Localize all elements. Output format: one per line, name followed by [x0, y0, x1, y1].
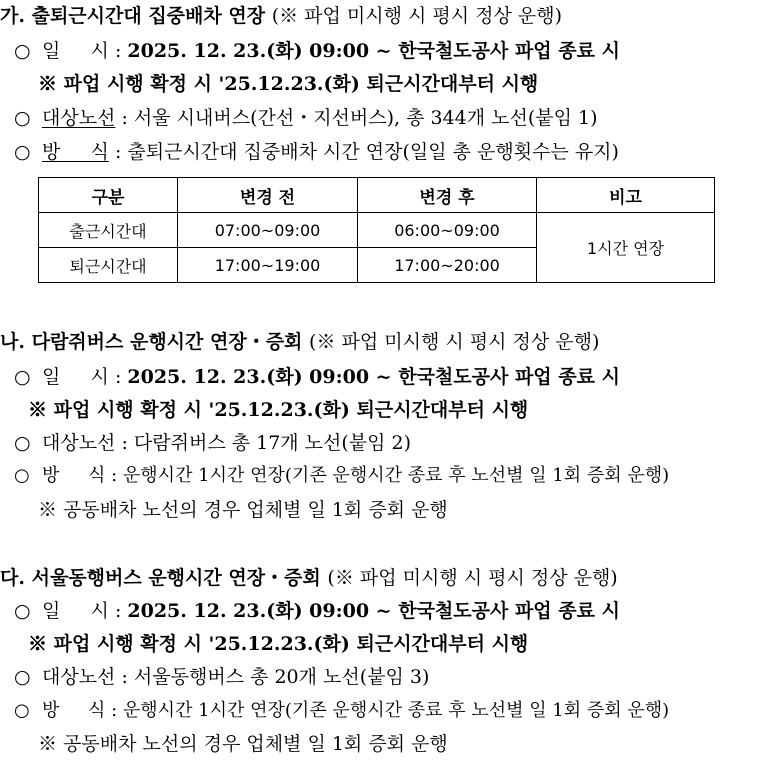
cell-period: 출근시간대: [39, 213, 178, 248]
section-a-date-row: [14, 38, 620, 64]
cell-remark: 1시간 연장: [537, 213, 715, 283]
section-b-confirm-note: ※ 파업 시행 확정 시 '25.12.23.(화) 퇴근시간대부터 시행: [28, 399, 529, 421]
table-header-row: [39, 178, 715, 213]
section-a-title: 가. 출퇴근시간대 집중배차 연장: [0, 5, 266, 27]
cell-after: 17:00~20:00: [358, 248, 537, 283]
section-c-date-row: [14, 598, 620, 624]
date-value: 2025. 12. 23.(화) 09:00 ~ 한국철도공사 파업 종료 시: [127, 366, 620, 388]
method-value: 운행시간 1시간 연장(기존 운행시간 종료 후 노선별 일 1회 증회 운행): [122, 700, 670, 721]
colon: :: [115, 107, 134, 129]
routes-label: 대상노선: [42, 107, 116, 129]
header-before: 변경 전: [178, 178, 358, 213]
section-a-routes-row: [14, 105, 598, 131]
section-c-method-row: [14, 698, 669, 724]
section-b-date-row: [14, 364, 620, 390]
date-label: 일 시: [42, 600, 109, 622]
method-label: 방 식: [42, 465, 106, 486]
colon: :: [108, 141, 128, 163]
table-row: [39, 213, 715, 248]
colon: :: [108, 600, 128, 622]
section-b-shared-note: ※ 공동배차 노선의 경우 업체별 일 1회 증회 운행: [38, 499, 448, 521]
colon: :: [105, 465, 123, 486]
circle-bullet-icon: ○: [14, 40, 31, 62]
section-c-title: 다. 서울동행버스 운행시간 연장・증회: [0, 567, 321, 589]
section-b-heading: [0, 329, 599, 355]
colon: :: [108, 40, 128, 62]
cell-before: 07:00~09:00: [178, 213, 358, 248]
routes-value: 다람쥐버스 총 17개 노선(붙임 2): [133, 432, 412, 454]
circle-bullet-icon: ○: [14, 107, 31, 129]
section-c-shared-note: ※ 공동배차 노선의 경우 업체별 일 1회 증회 운행: [38, 733, 448, 755]
section-c-routes-row: [14, 664, 429, 690]
date-label: 일 시: [42, 366, 109, 388]
circle-bullet-icon: ○: [14, 600, 31, 622]
method-value: 출퇴근시간대 집중배차 시간 연장(일일 총 운행횟수는 유지): [127, 141, 619, 163]
colon: :: [115, 666, 134, 688]
routes-label: 대상노선: [42, 432, 116, 454]
date-value: 2025. 12. 23.(화) 09:00 ~ 한국철도공사 파업 종료 시: [127, 600, 620, 622]
circle-bullet-icon: ○: [14, 366, 31, 388]
routes-value: 서울 시내버스(간선・지선버스), 총 344개 노선(붙임 1): [133, 107, 598, 129]
routes-label: 대상노선: [42, 666, 116, 688]
circle-bullet-icon: ○: [14, 666, 31, 688]
section-c-heading-note: (※ 파업 미시행 시 평시 정상 운행): [327, 567, 618, 589]
colon: :: [115, 432, 134, 454]
cell-period: 퇴근시간대: [39, 248, 178, 283]
section-b-title: 나. 다람쥐버스 운행시간 연장・증회: [0, 331, 303, 353]
method-label: 방 식: [42, 141, 109, 163]
schedule-table: [38, 177, 715, 283]
header-category: 구분: [39, 178, 178, 213]
circle-bullet-icon: ○: [14, 465, 30, 486]
colon: :: [105, 700, 123, 721]
date-label: 일 시: [42, 40, 109, 62]
section-a-method-row: [14, 139, 619, 165]
section-a-heading-note: (※ 파업 미시행 시 평시 정상 운행): [271, 5, 562, 27]
routes-value: 서울동행버스 총 20개 노선(붙임 3): [133, 666, 430, 688]
section-a-heading: [0, 3, 562, 29]
method-value: 운행시간 1시간 연장(기존 운행시간 종료 후 노선별 일 1회 증회 운행): [122, 465, 670, 486]
section-a-confirm-note: ※ 파업 시행 확정 시 '25.12.23.(화) 퇴근시간대부터 시행: [38, 73, 539, 95]
circle-bullet-icon: ○: [14, 432, 31, 454]
header-remark: 비고: [537, 178, 715, 213]
section-c-confirm-note: ※ 파업 시행 확정 시 '25.12.23.(화) 퇴근시간대부터 시행: [28, 633, 529, 655]
cell-after: 06:00~09:00: [358, 213, 537, 248]
circle-bullet-icon: ○: [14, 141, 31, 163]
cell-before: 17:00~19:00: [178, 248, 358, 283]
section-b-heading-note: (※ 파업 미시행 시 평시 정상 운행): [309, 331, 600, 353]
section-b-method-row: [14, 463, 669, 489]
header-after: 변경 후: [358, 178, 537, 213]
colon: :: [108, 366, 128, 388]
circle-bullet-icon: ○: [14, 700, 30, 721]
section-c-heading: [0, 565, 618, 591]
section-b-routes-row: [14, 430, 411, 456]
method-label: 방 식: [42, 700, 106, 721]
date-value: 2025. 12. 23.(화) 09:00 ~ 한국철도공사 파업 종료 시: [127, 40, 620, 62]
